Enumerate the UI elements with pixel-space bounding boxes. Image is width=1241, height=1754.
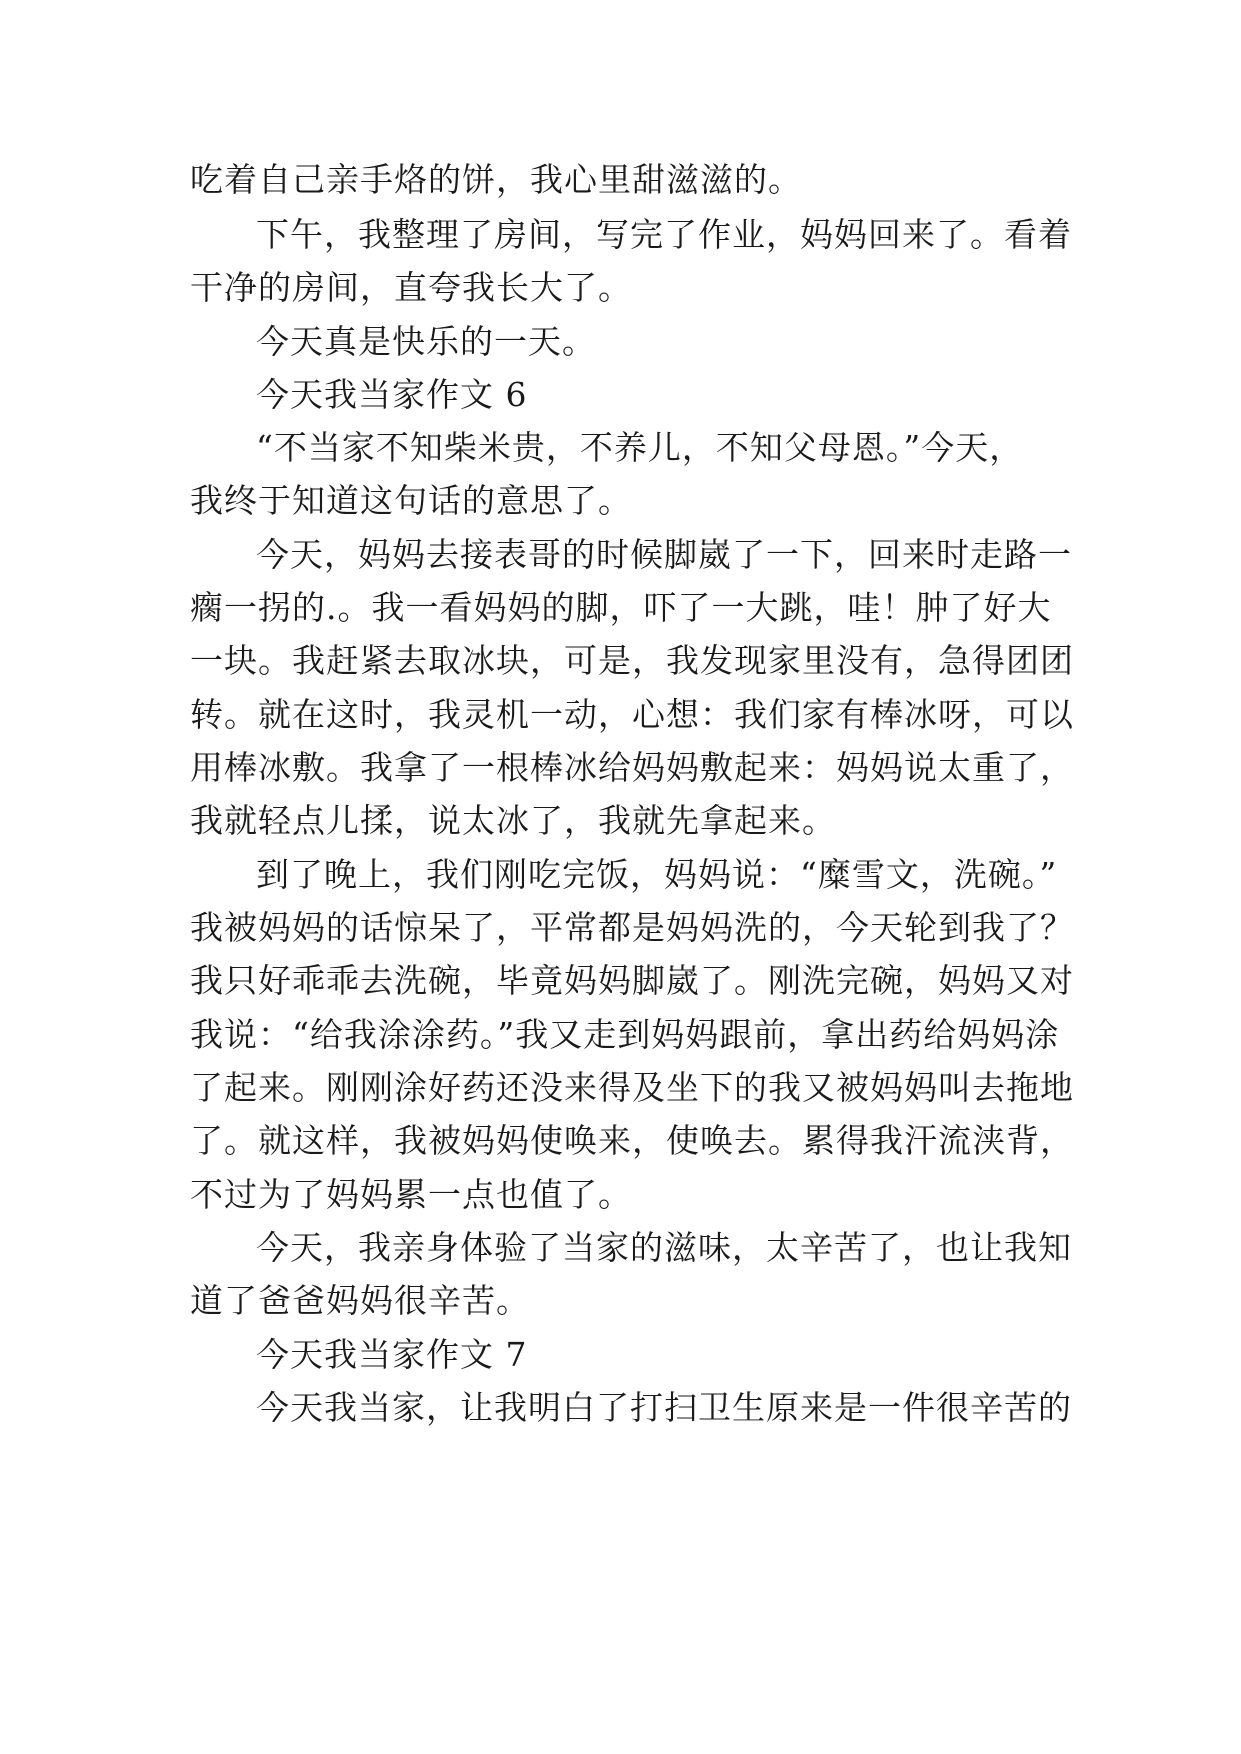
text-line: 转。就在这时，我灵机一动，心想：我们家有棒冰呀，可以 — [190, 695, 1074, 734]
text-line: 吃着自己亲手烙的饼，我心里甜滋滋的。 — [190, 160, 802, 199]
text-line: 今天，我亲身体验了当家的滋味，太辛苦了，也让我知 — [256, 1228, 1072, 1267]
text-line: 道了爸爸妈妈很辛苦。 — [190, 1281, 530, 1320]
text-line: 了起来。刚刚涂好药还没来得及坐下的我又被妈妈叫去拖地 — [190, 1068, 1074, 1107]
text-line: 我被妈妈的话惊呆了，平常都是妈妈洗的，今天轮到我了？ — [190, 908, 1074, 947]
section-heading: 今天我当家作文 7 — [256, 1335, 528, 1374]
text-line: 今天我当家，让我明白了打扫卫生原来是一件很辛苦的 — [256, 1388, 1072, 1427]
text-line: 到了晚上，我们刚吃完饭，妈妈说：“糜雪文，洗碗。” — [256, 855, 1058, 894]
text-line: 我终于知道这句话的意思了。 — [190, 481, 632, 520]
text-line: 我就轻点儿揉，说太冰了，我就先拿起来。 — [190, 801, 836, 840]
text-line: 了。就这样，我被妈妈使唤来，使唤去。累得我汗流浃背， — [190, 1121, 1074, 1160]
text-line: 干净的房间，直夸我长大了。 — [190, 268, 632, 307]
text-line: 我说：“给我涂涂药。”我又走到妈妈跟前，拿出药给妈妈涂 — [190, 1015, 1060, 1054]
text-line: 不过为了妈妈累一点也值了。 — [190, 1175, 632, 1214]
text-line: 今天，妈妈去接表哥的时候脚崴了一下，回来时走路一 — [256, 535, 1072, 574]
text-line: 用棒冰敷。我拿了一根棒冰给妈妈敷起来：妈妈说太重了， — [190, 748, 1074, 787]
text-line: “不当家不知柴米贵，不养儿，不知父母恩。”今天， — [256, 428, 1024, 467]
text-line: 一块。我赶紧去取冰块，可是，我发现家里没有，急得团团 — [190, 641, 1074, 680]
text-line: 瘸一拐的.。我一看妈妈的脚，吓了一大跳，哇！肿了好大 — [190, 588, 1052, 627]
text-line: 我只好乖乖去洗碗，毕竟妈妈脚崴了。刚洗完碗，妈妈又对 — [190, 961, 1074, 1000]
section-heading: 今天我当家作文 6 — [256, 375, 528, 414]
text-line: 今天真是快乐的一天。 — [256, 322, 596, 361]
text-line: 下午，我整理了房间，写完了作业，妈妈回来了。看着 — [256, 215, 1072, 254]
